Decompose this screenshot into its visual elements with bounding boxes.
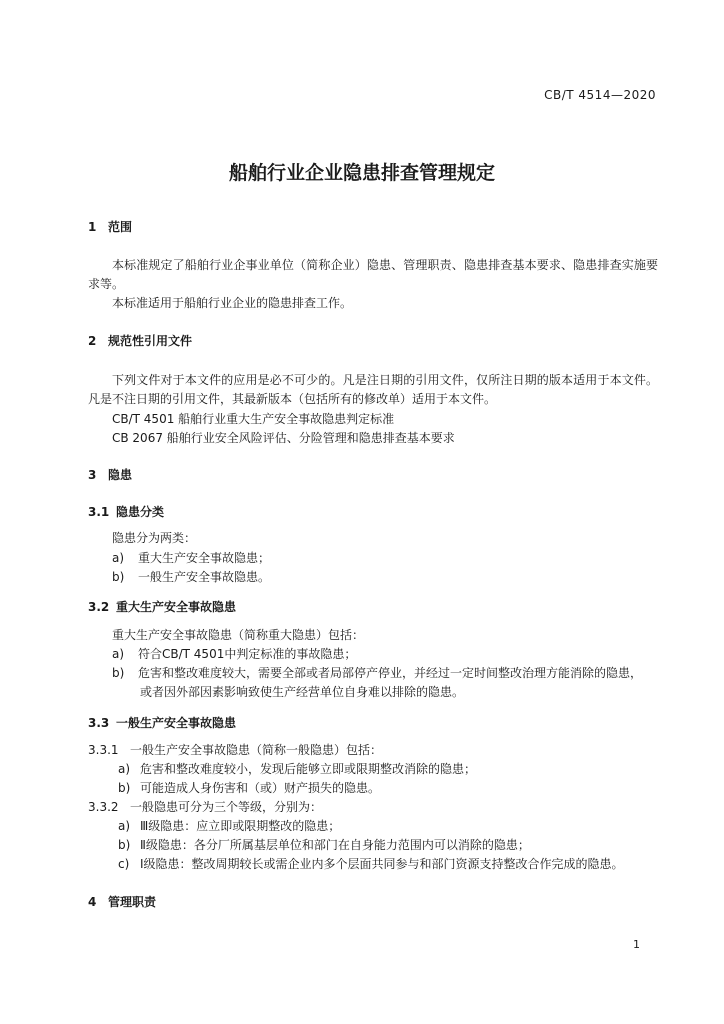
subsection-number: 3.2	[88, 600, 110, 614]
standard-code: CB/T 4514—2020	[544, 88, 656, 102]
paragraph: 本标准适用于船舶行业企业的隐患排查工作。	[112, 296, 353, 310]
clause-text: 一般隐患可分为三个等级，分别为：	[130, 800, 323, 814]
section-title: 规范性引用文件	[108, 334, 193, 348]
list-item	[118, 779, 658, 798]
list-item-text: 符合CB/T 4501中判定标准的事故隐患；	[138, 647, 357, 661]
list-marker: c)	[118, 857, 130, 871]
list-item-text: 一般生产安全事故隐患。	[138, 570, 271, 584]
subsection-title: 隐患分类	[116, 505, 165, 519]
list-marker: a)	[112, 647, 125, 661]
list-intro: 隐患分为两类：	[112, 531, 197, 545]
clause-3-3-2	[88, 798, 322, 817]
list-marker: a)	[112, 551, 125, 565]
paragraph: 下列文件对于本文件的应用是必不可少的。凡是注日期的引用文件，仅所注日期的版本适用于本文件。凡是不注日期的引用文件，其最新版本（包括所有的修改单）适用于本文件。	[88, 373, 658, 406]
list-marker: b)	[112, 570, 125, 584]
subsection-3-3-heading	[88, 714, 236, 733]
list-item	[112, 549, 270, 568]
list-intro: 重大生产安全事故隐患（简称重大隐患）包括：	[112, 628, 365, 642]
list-item-text: 危害和整改难度较大，需要全部或者局部停产停业，并经过一定时间整改治理方能消除的隐患，	[138, 666, 643, 680]
list-item	[112, 568, 270, 587]
list-item	[118, 760, 658, 779]
section-number: 1	[88, 220, 97, 234]
list-item-text: Ⅰ级隐患：整改周期较长或需企业内多个层面共同参与和部门资源支持整改合作完成的隐患。	[140, 857, 624, 871]
list-marker: b)	[118, 781, 131, 795]
list-item-text: 可能造成人身伤害和（或）财产损失的隐患。	[140, 781, 381, 795]
clause-3-3-1	[88, 741, 382, 760]
section-title: 范围	[108, 220, 133, 234]
subsection-number: 3.1	[88, 505, 110, 519]
list-item	[118, 817, 658, 836]
reference-item: CB 2067 船舶行业安全风险评估、分险管理和隐患排查基本要求	[112, 431, 455, 445]
list-marker: b)	[118, 838, 131, 852]
section-title: 管理职责	[108, 895, 157, 909]
list-marker: a)	[118, 819, 131, 833]
list-item-text: Ⅲ级隐患：应立即或限期整改的隐患；	[140, 819, 341, 833]
section-4-heading	[88, 893, 156, 912]
reference-item: CB/T 4501 船舶行业重大生产安全事故隐患判定标准	[112, 412, 395, 426]
section-number: 4	[88, 895, 97, 909]
list-marker: a)	[118, 762, 131, 776]
document-title: 船舶行业企业隐患排查管理规定	[228, 162, 495, 184]
list-item-continuation: 或者因外部因素影响致使生产经营单位自身难以排除的隐患。	[140, 685, 465, 699]
section-title: 隐患	[108, 468, 133, 482]
section-2-heading	[88, 332, 192, 351]
section-number: 3	[88, 468, 97, 482]
list-item-text: Ⅱ级隐患：各分厂所属基层单位和部门在自身能力范围内可以消除的隐患；	[140, 838, 530, 852]
list-item	[118, 836, 658, 855]
list-item	[112, 664, 642, 683]
subsection-3-2-heading	[88, 598, 236, 617]
clause-text: 一般生产安全事故隐患（简称一般隐患）包括：	[130, 743, 383, 757]
list-item-text: 危害和整改难度较小，发现后能够立即或限期整改消除的隐患；	[140, 762, 477, 776]
list-item-text: 重大生产安全事故隐患；	[138, 551, 271, 565]
clause-number: 3.3.1	[88, 743, 119, 757]
list-marker: b)	[112, 666, 125, 680]
subsection-title: 重大生产安全事故隐患	[116, 600, 237, 614]
clause-number: 3.3.2	[88, 800, 119, 814]
subsection-number: 3.3	[88, 716, 110, 730]
paragraph: 本标准规定了船舶行业企事业单位（简称企业）隐患、管理职责、隐患排查基本要求、隐患排查实施要求等。	[88, 258, 658, 291]
section-1-heading	[88, 218, 132, 237]
list-item	[112, 645, 356, 664]
subsection-title: 一般生产安全事故隐患	[116, 716, 237, 730]
page-number: 1	[633, 938, 640, 951]
section-3-heading	[88, 466, 132, 485]
section-number: 2	[88, 334, 97, 348]
subsection-3-1-heading	[88, 503, 164, 522]
list-item	[118, 855, 658, 874]
